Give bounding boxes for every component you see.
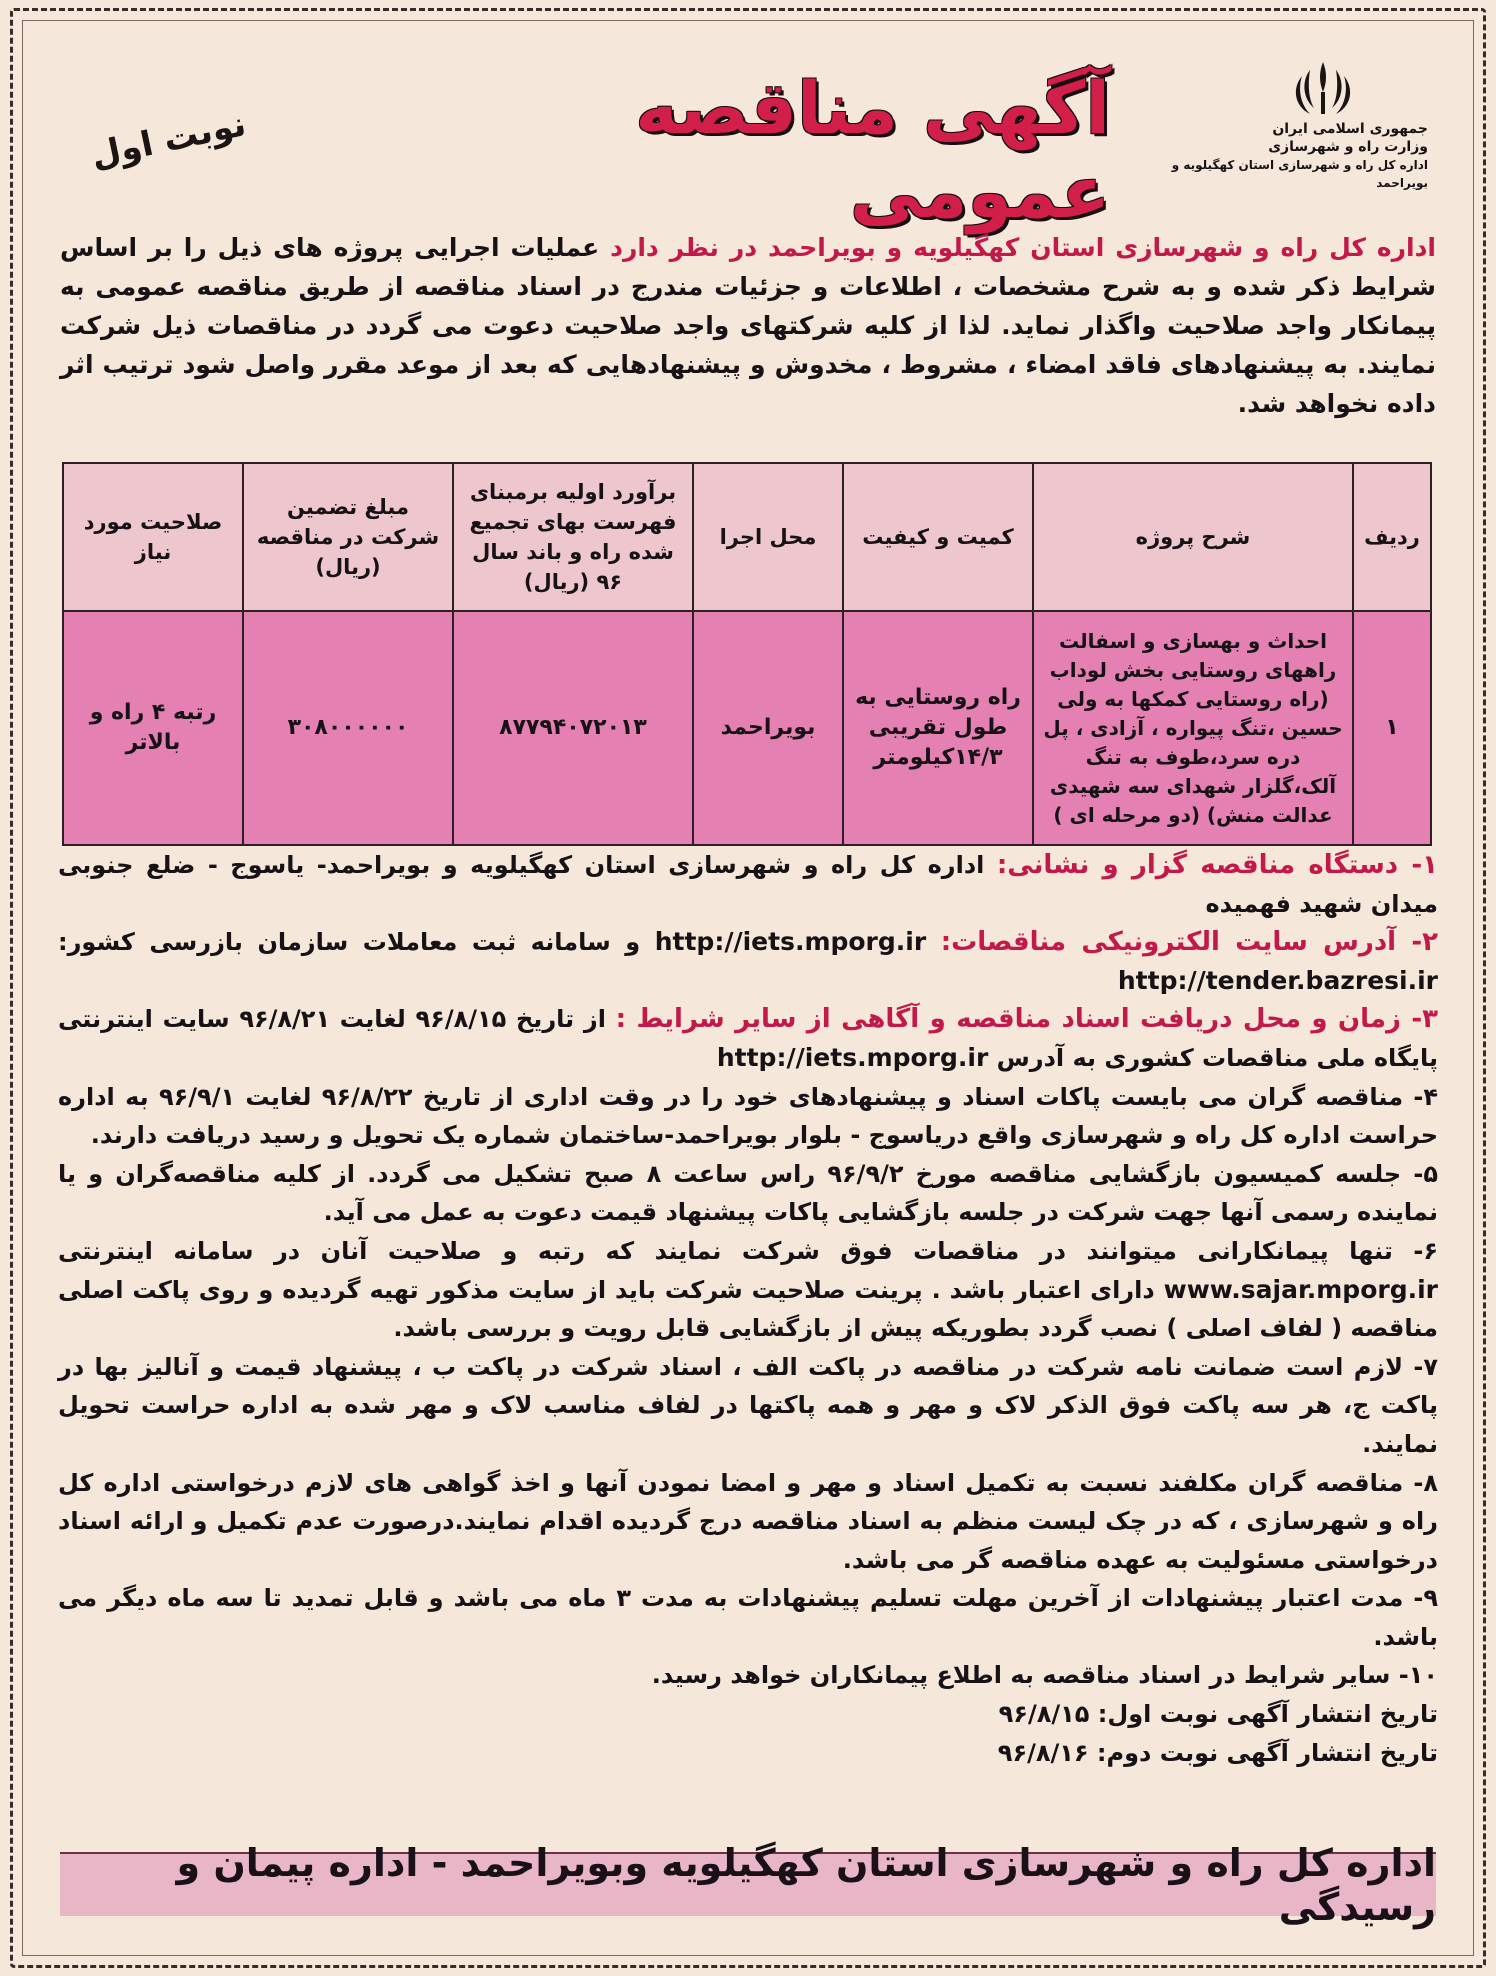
sajar-link[interactable]: www.sajar.mporg.ir <box>1163 1274 1438 1304</box>
ministry-emblem-block <box>1138 58 1428 192</box>
clause-2-head: ۲- آدرس سایت الکترونیکی مناقصات: <box>940 927 1438 958</box>
header-row-number: ردیف <box>1353 463 1431 611</box>
clause-1 <box>58 846 1438 923</box>
ad-title: آگهی مناقصه عمومی <box>635 66 1110 234</box>
cell-guarantee: ۳۰۸۰۰۰۰۰۰ <box>243 611 453 845</box>
header-estimate: برآورد اولیه برمبنای فهرست بهای تجمیع شده راه و باند سال ۹۶ (ریال) <box>453 463 693 611</box>
clause-2-body: و سامانه ثبت معاملات سازمان بازرسی کشور: <box>58 928 641 957</box>
clause-1-body: اداره کل راه و شهرسازی استان کهگیلویه و بویراحمد- یاسوج - ضلع جنوبی میدان شهید فهمیده <box>58 851 1438 918</box>
table-header-row <box>63 463 1431 611</box>
clause-2 <box>58 923 1438 1000</box>
clauses <box>58 846 1438 1772</box>
cell-row-number: ۱ <box>1353 611 1431 845</box>
header-quantity: کمیت و کیفیت <box>843 463 1033 611</box>
emblem-line-office: اداره کل راه و شهرسازی استان کهگیلویه و بویراحمد <box>1171 158 1428 190</box>
cell-location: بویراحمد <box>693 611 843 845</box>
clause-4: ۴- مناقصه گران می بایست پاکات اسناد و پیشنهادهای خود را در وقت اداری از تاریخ ۹۶/۸/۲۲ لغایت ۹۶/۹/۱ به اداره حراست اداره کل راه و شهرسازی واقع دریاسوج - بلوار بویراحمد-ساختمان شماره یک تحویل و رسید دریافت دارند. <box>58 1082 1439 1150</box>
footer-text: اداره کل راه و شهرسازی استان کهگیلویه وبویراحمد - اداره پیمان و رسیدگی <box>176 1841 1436 1929</box>
emblem-line-country: جمهوری اسلامی ایران <box>1272 121 1428 137</box>
clause-3 <box>58 1000 1438 1077</box>
header-location: محل اجرا <box>693 463 843 611</box>
cell-quantity: راه روستایی به طول تقریبی ۱۴/۳کیلومتر <box>843 611 1033 845</box>
clause-6 <box>58 1232 1438 1348</box>
title-banner <box>370 66 1110 234</box>
intro-paragraph <box>60 228 1436 423</box>
cell-estimate: ۸۷۷۹۴۰۷۲۰۱۳ <box>453 611 693 845</box>
iets-link-2[interactable]: http://iets.mporg.ir <box>716 1042 989 1072</box>
header-guarantee: مبلغ تضمین شرکت در مناقصه (ریال) <box>243 463 453 611</box>
header-qualification: صلاحیت مورد نیاز <box>63 463 243 611</box>
iets-link[interactable]: http://iets.mporg.ir <box>654 927 927 957</box>
iran-emblem-icon <box>1288 58 1358 120</box>
clause-8: ۸- مناقصه گران مکلفند نسبت به تکمیل اسناد و مهر و امضا نمودن آنها و اخذ گواهی های لازم درخواستی اداره کل راه و شهرسازی ، که در چک لیست منظم به اسناد مناقصه درج گردیده اقدام نمایند.درصورت عدم تکمیل و ارائه اسناد درخواستی مسئولیت به عهده مناقصه گر می باشد. <box>58 1468 1438 1574</box>
bazresi-link[interactable]: http://tender.bazresi.ir <box>1117 965 1438 995</box>
table-row <box>63 611 1431 845</box>
footer-banner <box>60 1841 1436 1929</box>
clause-5: ۵- جلسه کمیسیون بازگشایی مناقصه مورخ ۹۶/۹/۲ راس ساعت ۸ صبح تشکیل می گردد. از کلیه مناقصه‌گران و یا نماینده رسمی آنها جهت شرکت در جلسه بازگشایی پاکات پیشنهاد قیمت دعوت به عمل می آید. <box>58 1159 1439 1227</box>
clause-6-b: دارای اعتبار باشد . پرینت صلاحیت شرکت باید از سایت مذکور تهیه گردیده و روی پاکت اصلی مناقصه ( لفاف اصلی ) نصب گردد بطوریکه پیش از بازگشایی قابل رویت و بررسی باشد. <box>58 1275 1438 1343</box>
clause-1-head: ۱- دستگاه مناقصه گزار و نشانی: <box>996 850 1438 880</box>
clause-7: ۷- لازم است ضمانت نامه شرکت در مناقصه در پاکت الف ، اسناد شرکت در پاکت ب ، پیشنهاد قیمت و آنالیز بها در پاکت ج، هر سه پاکت فوق الذکر لاک و مهر و همه پاکتها در لفاف مناسب لاک و مهر شده به اداره حراست تحویل نمایند. <box>58 1352 1438 1458</box>
intro-highlight: اداره کل راه و شهرسازی استان کهگیلویه و بویراحمد در نظر دارد <box>610 233 1436 262</box>
round-tag: نوبت اول <box>87 104 250 176</box>
clause-9: ۹- مدت اعتبار پیشنهادات از آخرین مهلت تسلیم پیشنهادات به مدت ۳ ماه می باشد و قابل تمدید تا سه ماه دیگر می باشد. <box>58 1584 1438 1651</box>
ad-header <box>40 40 1456 234</box>
cell-description: احداث و بهسازی و اسفالت راههای روستایی بخش لوداب (راه روستایی کمکها به ولی حسین ،تنگ پیواره ، آزادی ، پل دره سرد،طوف به تنگ آلک،گلزار شهدای سه شهیدی عدالت منش) (دو مرحله ای ) <box>1033 611 1353 845</box>
clause-3-head: ۳- زمان و محل دریافت اسناد مناقصه و آگاهی از سایر شرایط : <box>615 1004 1439 1035</box>
tender-table <box>62 462 1432 846</box>
clause-6-a: ۶- تنها پیمانکارانی میتوانند در مناقصات فوق شرکت نمایند که رتبه و صلاحیت آنان در سامانه اینترنتی <box>58 1236 1438 1265</box>
intro-body: عملیات اجرایی پروژه های ذیل را بر اساس شرایط ذکر شده و به شرح مشخصات ، اطلاعات و جزئیات مندرج در اسناد مناقصه از طریق مناقصه عمومی به پیمانکار واجد صلاحیت واگذار نماید. لذا از کلیه شرکتهای واجد صلاحیت دعوت می گردد در مناقصات ذیل شرکت نمایند. به پیشنهادهای فاقد امضاء ، مشروط ، مخدوش و پیشنهادهایی که بعد از موعد مقرر واصل شود ترتیب اثر داده نخواهد شد. <box>60 233 1436 418</box>
cell-qualification: رتبه ۴ راه و بالاتر <box>63 611 243 845</box>
clause-10: ۱۰- سایر شرایط در اسناد مناقصه به اطلاع پیمانکاران خواهد رسید. <box>651 1661 1438 1690</box>
publish-date-second: تاریخ انتشار آگهی نوبت دوم: ۹۶/۸/۱۶ <box>997 1738 1438 1767</box>
clause-3-body: از تاریخ ۹۶/۸/۱۵ لغایت ۹۶/۸/۲۱ سایت اینترنتی پایگاه ملی مناقصات کشوری به آدرس <box>58 1005 1438 1072</box>
emblem-line-ministry: وزارت راه و شهرسازی <box>1268 139 1428 155</box>
publish-date-first: تاریخ انتشار آگهی نوبت اول: ۹۶/۸/۱۵ <box>998 1700 1438 1729</box>
header-description: شرح پروژه <box>1033 463 1353 611</box>
